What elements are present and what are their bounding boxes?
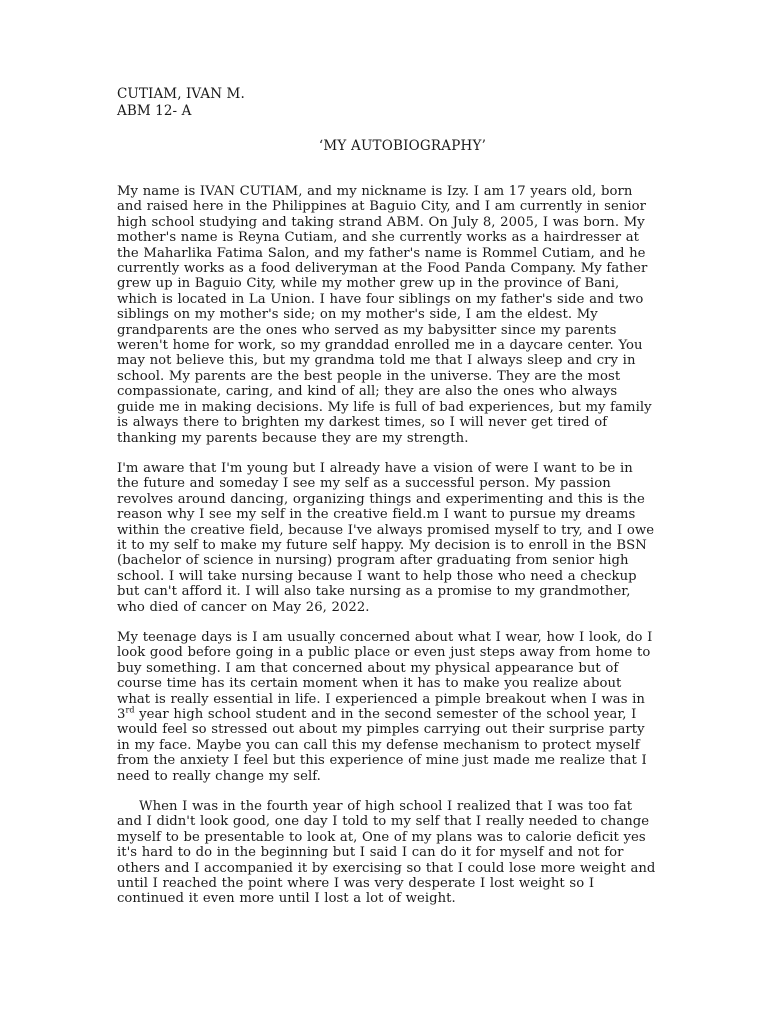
author-section: ABM 12- A [117,103,192,119]
paragraph-2: I'm aware that I'm young but I already have a vision of were I want to be in the future and someday I see my self as a successful person. My passion revolves around dancing, organizing things and experimenting and this is the reason why I see my self in the creative field.m I want to pursue my dreams within the creative field, because I've always promised myself to try, and I owe it to my self to make my future self happy. My decision is to enroll in the BSN (bachelor of science in nursing) program after graduating from senior high school. I will take nursing because I want to help those who need a checkup but can't afford it. I will also take nursing as a promise to my grandmother, who died of cancer on May 26, 2022. [117,460,655,615]
document-title: ‘MY AUTOBIOGRAPHY’ [318,138,487,154]
paragraph-3-part-b: year high school student and in the second semester of the school year, I would feel so stressed out about my pimples carrying out their surprise party in my face. Maybe you can call this my defense mechanism to protect myself from the anxiety I feel but this experience of mine just made me realize that I need to really change my self. [117,707,647,784]
author-name: CUTIAM, IVAN M. [117,86,245,102]
paragraph-3 [117,630,658,784]
paragraph-1: My name is IVAN CUTIAM, and my nickname is Izy. I am 17 years old, born and raised here in the Philippines at Baguio City, and I am currently in senior high school studying and taking strand ABM. On July 8, 2005, I was born. My mother's name is Reyna Cutiam, and she currently works as a hairdresser at the Maharlika Fatima Salon, and my father's name is Rommel Cutiam, and he currently works as a food deliveryman at the Food Panda Company. My father grew up in Baguio City, while my mother grew up in the province of Bani, which is located in La Union. I have four siblings on my father's side and two siblings on my mother's side; on my mother's side, I am the eldest. My grandparents are the ones who served as my babysitter since my parents weren't home for work, so my granddad enrolled me in a daycare center. You may not believe this, but my grandma told me that I always sleep and cry in school. My parents are the best people in the universe. They are the most compassionate, caring, and kind of all; they are also the ones who always guide me in making decisions. My life is full of bad experiences, but my family is always there to brighten my darkest times, so I will never get tired of thanking my parents because they are my strength. [117,184,652,446]
paragraph-3-part-a: My teenage days is I am usually concerned about what I wear, how I look, do I look good before going in a public place or even just steps away from home to buy something. I am that concerned about my physical appearance but of course time has its certain moment when it has to make you realize about what is really essential in life. I experienced a pimple breakout when I was in 3 [117,629,653,722]
paragraph-4: When I was in the fourth year of high school I realized that I was too fat and I didn't look good, one day I told to my self that I really needed to change myself to be presentable to look at, One of my plans was to calorie deficit yes it's hard to do in the beginning but I said I can do it for myself and not for others and I accompanied it by exercising so that I could lose more weight and until I reached the point where I was very desperate I lost weight so I continued it even more until I lost a lot of weight. [117,799,656,907]
ordinal-superscript: rd [125,705,135,715]
